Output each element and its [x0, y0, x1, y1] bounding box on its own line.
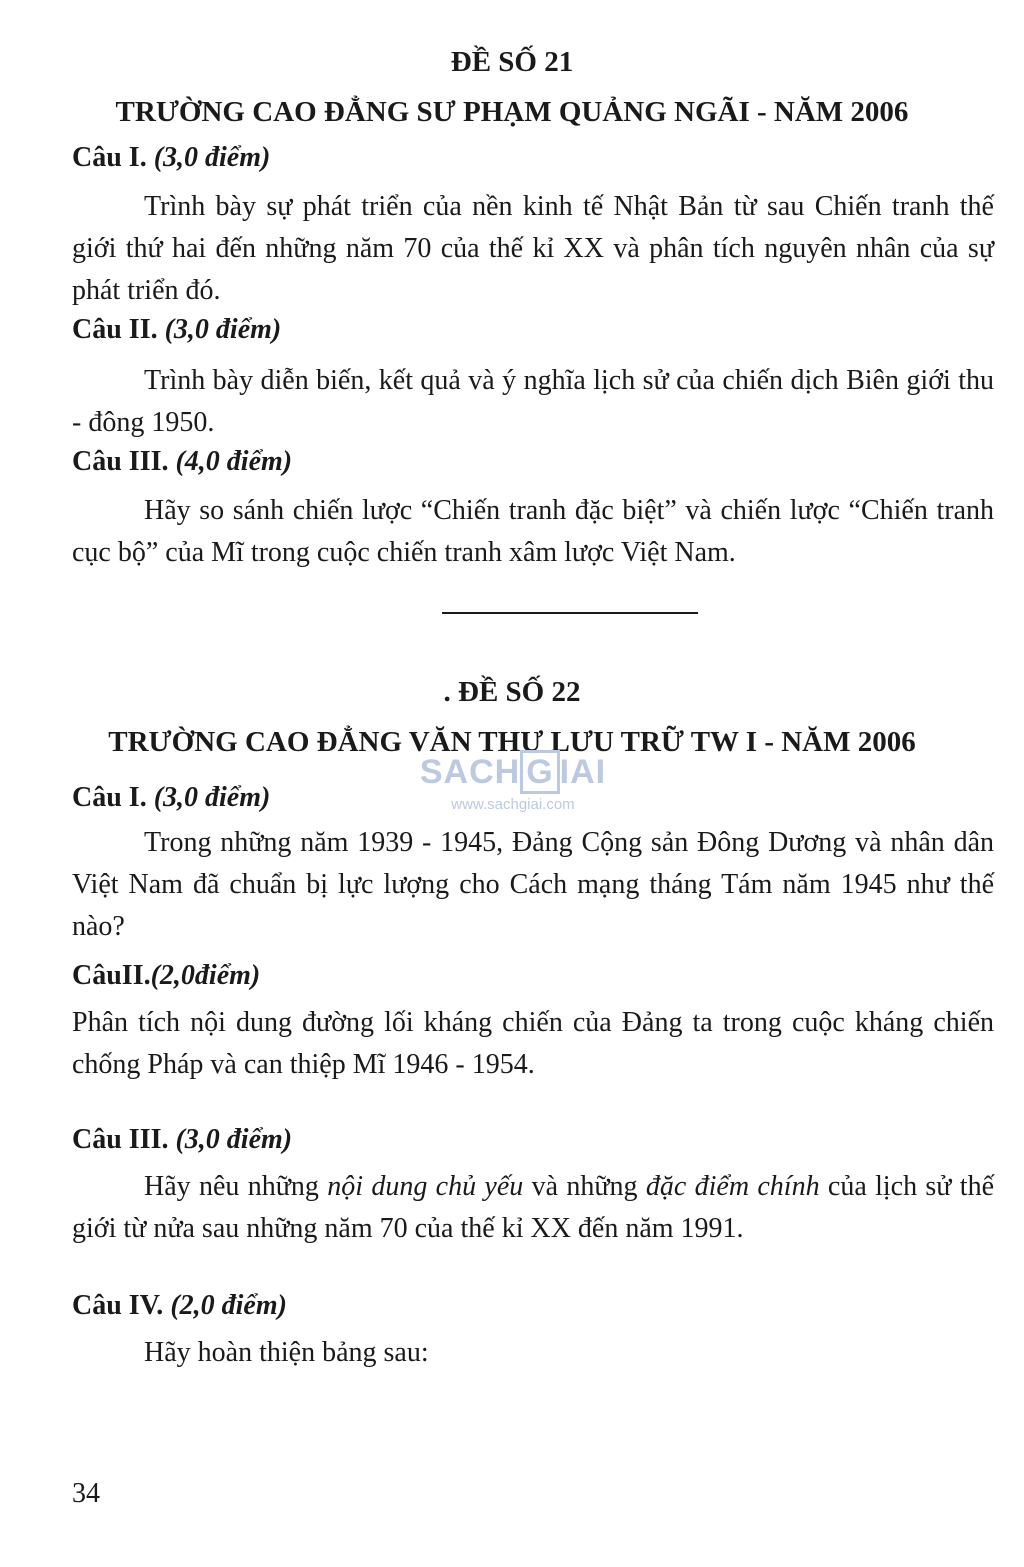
question-label: Câu I. — [72, 142, 147, 173]
watermark-logo-start: SACH — [419, 753, 521, 791]
question-label: Câu IV. — [72, 1290, 164, 1321]
question-points: (3,0 điểm) — [164, 314, 282, 345]
sachgiai-watermark — [413, 750, 613, 813]
question-emphasis: đặc điểm chính — [645, 1171, 820, 1202]
question-text-part: của lịch sử thế giới từ nửa sau những năm 70 của thế kỉ XX đến năm 1991. — [72, 1171, 995, 1244]
exam-22-question-3-heading — [72, 1124, 292, 1156]
exam-21-question-2-heading — [72, 314, 281, 346]
question-points: (3,0 điểm) — [153, 142, 271, 173]
question-points: (2,0điểm) — [150, 960, 261, 991]
exam-22-question-2-heading — [72, 960, 260, 992]
question-points: (3,0 điểm) — [153, 782, 271, 813]
section-divider — [442, 612, 698, 614]
watermark-logo-g: G — [520, 750, 559, 794]
question-label: Câu III. — [72, 1124, 169, 1155]
watermark-url: www.sachgiai.com — [451, 796, 575, 813]
exam-21-question-1-heading — [72, 142, 270, 174]
exam-22-question-4-heading — [72, 1290, 287, 1322]
exam-21-question-3-text: Hãy so sánh chiến lược “Chiến tranh đặc biệt” và chiến lược “Chiến tranh cục bộ” của Mĩ trong cuộc chiến tranh xâm lược Việt Nam. — [72, 495, 994, 568]
watermark-logo — [413, 750, 613, 794]
question-text-part: Hãy nêu những — [144, 1171, 328, 1202]
question-label: Câu I. — [72, 782, 147, 813]
exam-22-question-4-text: Hãy hoàn thiện bảng sau: — [144, 1337, 429, 1368]
exam-22-question-1-heading — [72, 782, 270, 814]
exam-22-question-1-text: Trong những năm 1939 - 1945, Đảng Cộng sản Đông Dương và nhân dân Việt Nam đã chuẩn bị lực lượng cho Cách mạng tháng Tám năm 1945 như thế nào? — [72, 827, 994, 942]
question-points: (3,0 điểm) — [175, 1124, 293, 1155]
exam-21-school: TRƯỜNG CAO ĐẲNG SƯ PHẠM QUẢNG NGÃI - NĂM 2006 — [115, 96, 909, 128]
question-label: Câu III. — [72, 446, 169, 477]
exam-21-question-1-text: Trình bày sự phát triển của nền kinh tế Nhật Bản từ sau Chiến tranh thế giới thứ hai đến những năm 70 của thế kỉ XX và phân tích nguyên nhân của sự phát triển đó. — [72, 191, 994, 306]
question-points: (4,0 điểm) — [175, 446, 293, 477]
watermark-logo-end: IAI — [559, 753, 607, 791]
exam-22-title: . ĐỀ SỐ 22 — [443, 676, 581, 708]
question-text-part: và những — [523, 1171, 646, 1202]
exam-21-question-3-heading — [72, 446, 292, 478]
exam-22-question-2-text: Phân tích nội dung đường lối kháng chiến của Đảng ta trong cuộc kháng chiến chống Pháp và can thiệp Mĩ 1946 - 1954. — [72, 1007, 994, 1080]
question-label: Câu II. — [72, 314, 158, 345]
exam-22-school: TRƯỜNG CAO ĐẲNG VĂN THƯ LƯU TRỮ TW I - NĂM 2006 — [108, 726, 916, 758]
exam-21-question-2-text: Trình bày diễn biến, kết quả và ý nghĩa lịch sử của chiến dịch Biên giới thu - đông 1950. — [72, 365, 994, 438]
question-label: CâuII. — [72, 960, 151, 991]
question-emphasis: nội dung chủ yếu — [327, 1171, 524, 1202]
page-number: 34 — [72, 1478, 100, 1509]
exam-22-question-3-text — [72, 1166, 994, 1250]
question-points: (2,0 điểm) — [170, 1290, 287, 1321]
exam-21-title: ĐỀ SỐ 21 — [450, 46, 574, 78]
